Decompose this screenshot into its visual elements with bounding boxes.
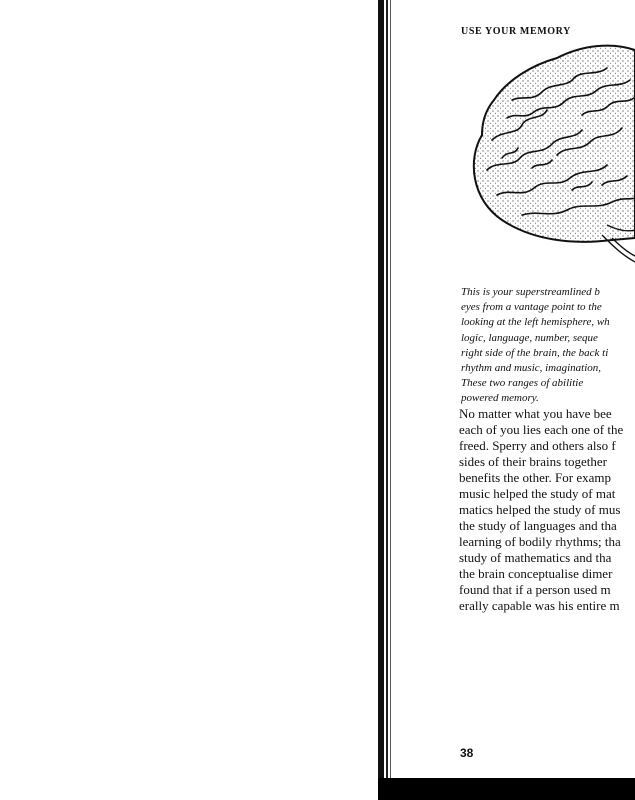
- body-line: the brain conceptualise dimer: [459, 566, 613, 581]
- figure-caption: [461, 285, 635, 407]
- body-line: study of mathematics and tha: [459, 550, 612, 565]
- body-line: freed. Sperry and others also f: [459, 438, 616, 453]
- caption-line: right side of the brain, the back ti: [461, 346, 609, 359]
- body-paragraph: [459, 406, 635, 614]
- body-line: each of you lies each one of the: [459, 422, 624, 437]
- body-line: sides of their brains together: [459, 454, 608, 469]
- page-gutter-line: [386, 0, 388, 790]
- caption-line: logic, language, number, seque: [461, 331, 598, 344]
- caption-line: looking at the left hemisphere, wh: [461, 316, 610, 329]
- page-gutter: [378, 0, 384, 800]
- body-line: matics helped the study of mus: [459, 502, 621, 517]
- page-number: 38: [460, 746, 474, 760]
- body-line: No matter what you have bee: [459, 406, 612, 421]
- caption-line: powered memory.: [461, 392, 539, 405]
- caption-line: These two ranges of abilitie: [461, 377, 584, 390]
- caption-line: eyes from a vantage point to the: [461, 301, 602, 314]
- caption-line: rhythm and music, imagination,: [461, 362, 602, 375]
- brain-illustration: [462, 40, 635, 270]
- body-line: found that if a person used m: [459, 582, 611, 597]
- caption-line: This is your superstreamlined b: [461, 286, 600, 298]
- body-line: the study of languages and tha: [459, 518, 617, 533]
- body-line: music helped the study of mat: [459, 486, 616, 501]
- body-line: learning of bodily rhythms; tha: [459, 534, 621, 549]
- page-gutter-line-faint: [390, 0, 391, 785]
- body-line: erally capable was his entire m: [459, 598, 620, 613]
- running-head: USE YOUR MEMORY: [461, 26, 571, 37]
- body-line: benefits the other. For examp: [459, 470, 611, 485]
- page-bottom-edge: [378, 778, 635, 800]
